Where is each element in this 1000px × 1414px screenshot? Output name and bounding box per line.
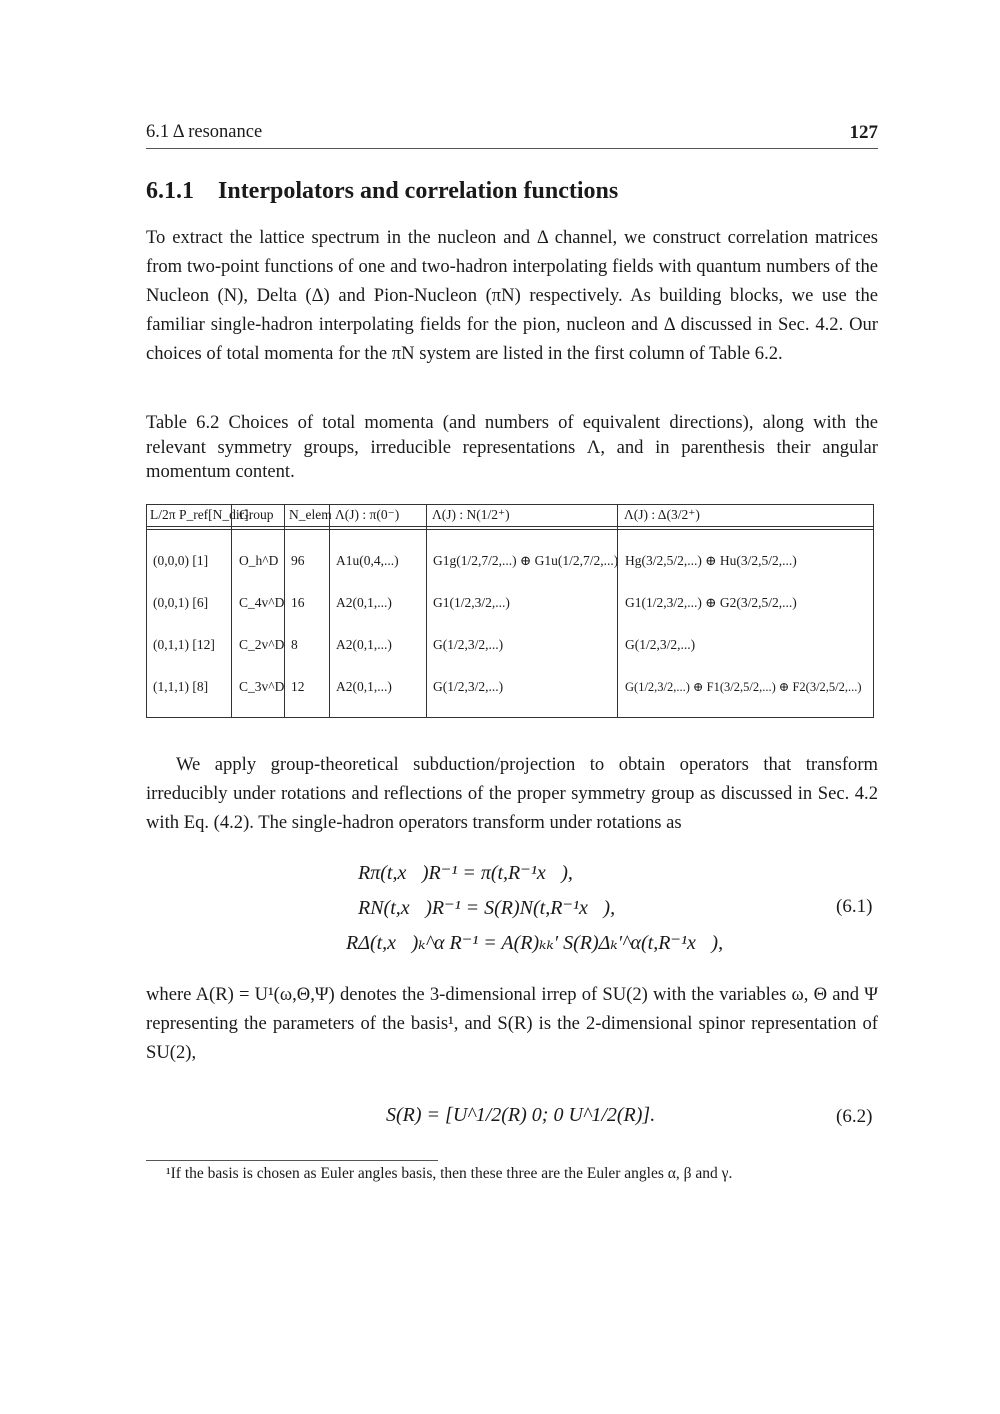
table-cell: C_3v^D (239, 679, 285, 694)
page-number: 127 (849, 122, 878, 143)
table-cell: Hg(3/2,5/2,...) ⊕ Hu(3/2,5/2,...) (625, 553, 797, 568)
table-cell: A2(0,1,...) (336, 679, 392, 694)
table-cell: G1(1/2,3/2,...) (433, 595, 510, 610)
table-cell: 96 (291, 553, 305, 568)
equation-6-2-number: (6.2) (836, 1106, 873, 1127)
table-cell: G(1/2,3/2,...) (625, 637, 696, 652)
table-cell: G(1/2,3/2,...) (433, 679, 504, 694)
equation-6-1-number: (6.1) (836, 896, 873, 917)
table-6-2 (146, 504, 874, 718)
equation-6-1-line-3: RΔ(t,x⃗)ₖ^α R⁻¹ = A(R)ₖₖ′ S(R)Δₖ′^α(t,R⁻¹x⃗), (346, 932, 724, 954)
equation-6-1-line-1: Rπ(t,x⃗)R⁻¹ = π(t,R⁻¹x⃗), (358, 862, 573, 884)
section-heading (146, 178, 618, 205)
table-cell: A1u(0,4,...) (336, 553, 399, 568)
table-cell: (0,0,1) [6] (153, 595, 209, 610)
col-divider (426, 505, 427, 717)
section-title: Interpolators and correlation functions (218, 178, 619, 204)
intro-paragraph: To extract the lattice spectrum in the nucleon and Δ channel, we construct correlation matrices from two-point functions of one and two-hadron interpolating fields with quantum numbers of the Nucleon (N), Delta (Δ) and Pion-Nucleon (πN) respectively. As building blocks, we use the familiar single-hadron interpolating fields for the pion, nucleon and Δ discussed in Sec. 4.2. Our choices of total momenta for the πN system are listed in the first column of Table 6.2. (146, 227, 878, 364)
table-cell: C_2v^D (239, 637, 285, 652)
table-cell: G(1/2,3/2,...) ⊕ F1(3/2,5/2,...) ⊕ F2(3/2,5/2,...) (625, 680, 862, 694)
table-caption: Table 6.2 Choices of total momenta (and numbers of equivalent directions), along with the relevant symmetry groups, irreducible representations Λ, and in parenthesis their angular momentum content. (146, 412, 878, 482)
running-head (146, 122, 878, 149)
table-header-nucleon: Λ(J) : N(1/2⁺) (432, 507, 510, 522)
table-header-nelem: N_elem (289, 507, 332, 522)
table-cell: G1g(1/2,7/2,...) ⊕ G1u(1/2,7/2,...) (433, 553, 619, 568)
col-divider (329, 505, 330, 717)
table-cell: (1,1,1) [8] (153, 679, 209, 694)
footnote: ¹If the basis is chosen as Euler angles basis, then these three are the Euler angles α, β and γ. (166, 1165, 733, 1182)
table-header-pion: Λ(J) : π(0⁻) (335, 507, 400, 522)
group-theory-paragraph: We apply group-theoretical subduction/projection to obtain operators that transform irreducibly under rotations and reflections of the proper symmetry group as discussed in Sec. 4.2 with Eq. (4.2). The single-hadron operators transform under rotations as (146, 754, 878, 833)
table-header-group: Group (239, 507, 274, 522)
equation-6-1-line-2: RN(t,x⃗)R⁻¹ = S(R)N(t,R⁻¹x⃗), (358, 897, 616, 919)
table-cell: C_4v^D (239, 595, 285, 610)
table-header-momentum: L/2π P_ref[N_dir] (150, 507, 249, 522)
where-paragraph: where A(R) = U¹(ω,Θ,Ψ) denotes the 3-dimensional irrep of SU(2) with the variables ω, Θ and Ψ representing the parameters of the basis¹, and S(R) is the 2-dimensional spinor representation of SU(2), (146, 984, 878, 1063)
running-title: 6.1 Δ resonance (146, 122, 263, 142)
table-cell: 16 (291, 595, 305, 610)
equation-6-2: S(R) = [U^1/2(R) 0; 0 U^1/2(R)]. (386, 1104, 656, 1126)
table-cell: A2(0,1,...) (336, 637, 392, 652)
table-cell: (0,0,0) [1] (153, 553, 209, 568)
table-cell: G(1/2,3/2,...) (433, 637, 504, 652)
table-cell: (0,1,1) [12] (153, 637, 215, 652)
footnote-rule (146, 1160, 438, 1161)
col-divider (231, 505, 232, 717)
table-cell: O_h^D (239, 553, 279, 568)
table-cell: 8 (291, 637, 298, 652)
section-number: 6.1.1 (146, 178, 194, 204)
table-cell: A2(0,1,...) (336, 595, 392, 610)
col-divider (617, 505, 618, 717)
table-header-delta: Λ(J) : Δ(3/2⁺) (624, 507, 700, 522)
table-header-rule-2 (147, 529, 873, 530)
table-cell: G1(1/2,3/2,...) ⊕ G2(3/2,5/2,...) (625, 595, 797, 610)
table-cell: 12 (291, 679, 305, 694)
